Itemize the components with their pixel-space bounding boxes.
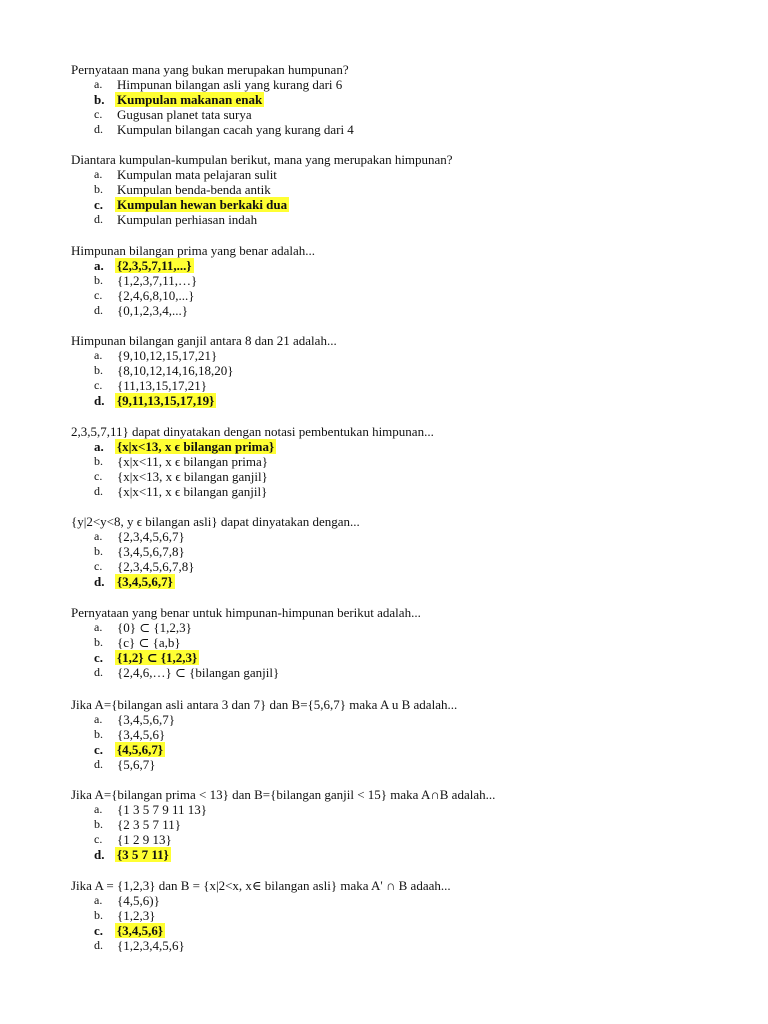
- option-letter: c.: [94, 923, 104, 938]
- answer-option-correct: [71, 258, 711, 273]
- question-block: [71, 243, 711, 318]
- option-text: {11,13,15,17,21}: [117, 378, 207, 393]
- highlighted-answer-text: {9,11,13,15,17,19}: [117, 393, 215, 408]
- option-letter: a.: [94, 348, 103, 362]
- answer-option: [71, 212, 711, 227]
- answer-option: [71, 893, 711, 908]
- option-text: {2 3 5 7 11}: [117, 817, 181, 832]
- question-text: Pernyataan mana yang bukan merupakan humpunan?: [71, 62, 349, 77]
- highlighted-answer-text: {2,3,5,7,11,...}: [117, 258, 192, 273]
- option-text: {1,2,3,4,5,6}: [117, 938, 185, 953]
- option-letter: a.: [94, 712, 103, 726]
- option-text: {0} ⊂ {1,2,3}: [117, 620, 192, 635]
- option-text: Kumpulan perhiasan indah: [117, 212, 258, 227]
- option-letter: d.: [94, 212, 103, 226]
- option-text: Kumpulan bilangan cacah yang kurang dari 4: [117, 122, 354, 137]
- option-text: Kumpulan mata pelajaran sulit: [117, 167, 277, 182]
- option-letter: d.: [94, 303, 103, 317]
- option-text: {2,4,6,…} ⊂ {bilangan ganjil}: [117, 665, 280, 680]
- answer-option: [71, 817, 711, 832]
- option-letter: a.: [94, 258, 104, 273]
- option-text: {2,3,4,5,6,7}: [117, 529, 185, 544]
- option-text: {1,2,3}: [117, 908, 156, 923]
- question-text: Himpunan bilangan ganjil antara 8 dan 21 adalah...: [71, 333, 337, 348]
- option-letter: d.: [94, 847, 105, 862]
- highlighted-answer-text: {x|x<13, x ϵ bilangan prima}: [117, 439, 275, 454]
- option-letter: b.: [94, 635, 103, 649]
- option-text: {0,1,2,3,4,...}: [117, 303, 188, 318]
- option-text: {x|x<11, x ϵ bilangan ganjil}: [117, 484, 268, 499]
- question-text: Pernyataan yang benar untuk himpunan-himpunan berikut adalah...: [71, 605, 421, 620]
- option-letter: a.: [94, 802, 103, 816]
- option-text: {x|x<11, x ϵ bilangan prima}: [117, 454, 269, 469]
- option-text: {1 3 5 7 9 11 13}: [117, 802, 207, 817]
- option-text: {c} ⊂ {a,b}: [117, 635, 181, 650]
- option-text: {3,4,5,6}: [117, 727, 166, 742]
- highlighted-answer-text: {4,5,6,7}: [117, 742, 163, 757]
- option-letter: b.: [94, 727, 103, 741]
- option-letter: d.: [94, 938, 103, 952]
- answer-option: [71, 288, 711, 303]
- question-block: [71, 152, 711, 227]
- answer-option: [71, 273, 711, 288]
- option-letter: c.: [94, 742, 104, 757]
- question-text: Himpunan bilangan prima yang benar adalah...: [71, 243, 316, 258]
- option-letter: b.: [94, 273, 103, 287]
- option-letter: a.: [94, 620, 103, 634]
- option-letter: c.: [94, 107, 103, 121]
- option-letter: b.: [94, 544, 103, 558]
- option-letter: d.: [94, 757, 103, 771]
- question-block: [71, 424, 711, 499]
- answer-option-correct: [71, 742, 711, 757]
- answer-option: [71, 167, 711, 182]
- question-block: [71, 333, 711, 408]
- answer-option: [71, 107, 711, 122]
- option-text: {4,5,6)}: [117, 893, 160, 908]
- answer-option: [71, 802, 711, 817]
- answer-option: [71, 182, 711, 197]
- question-text: Jika A = {1,2,3} dan B = {x|2<x, x∈ bilangan asli} maka A' ∩ B adaah...: [71, 878, 451, 893]
- option-text: {2,4,6,8,10,...}: [117, 288, 195, 303]
- highlighted-answer-text: {3 5 7 11}: [117, 847, 169, 862]
- option-text: {x|x<13, x ϵ bilangan ganjil}: [117, 469, 268, 484]
- answer-option: [71, 559, 711, 574]
- answer-option: [71, 727, 711, 742]
- answer-option: [71, 378, 711, 393]
- answer-option-correct: [71, 197, 711, 212]
- answer-option-correct: [71, 393, 711, 408]
- option-letter: d.: [94, 393, 105, 408]
- answer-option-correct: [71, 923, 711, 938]
- question-block: [71, 62, 711, 137]
- answer-option: [71, 832, 711, 847]
- answer-option: [71, 348, 711, 363]
- option-text: Gugusan planet tata surya: [117, 107, 252, 122]
- option-letter: c.: [94, 832, 103, 846]
- highlighted-answer-text: Kumpulan hewan berkaki dua: [117, 197, 288, 212]
- answer-option: [71, 635, 711, 650]
- option-letter: b.: [94, 454, 103, 468]
- highlighted-answer-text: {3,4,5,6,7}: [117, 574, 173, 589]
- highlighted-answer-text: Kumpulan makanan enak: [117, 92, 263, 107]
- question-block: [71, 514, 711, 589]
- option-letter: c.: [94, 378, 103, 392]
- answer-option: [71, 122, 711, 137]
- option-letter: c.: [94, 559, 103, 573]
- answer-option: [71, 908, 711, 923]
- answer-option: [71, 363, 711, 378]
- option-text: Himpunan bilangan asli yang kurang dari 6: [117, 77, 343, 92]
- question-text: 2,3,5,7,11} dapat dinyatakan dengan notasi pembentukan himpunan...: [71, 424, 434, 439]
- option-letter: b.: [94, 363, 103, 377]
- question-block: [71, 697, 711, 772]
- answer-option: [71, 544, 711, 559]
- answer-option-correct: [71, 439, 711, 454]
- option-letter: a.: [94, 439, 104, 454]
- option-letter: b.: [94, 182, 103, 196]
- answer-option: [71, 712, 711, 727]
- option-letter: b.: [94, 817, 103, 831]
- option-text: {8,10,12,14,16,18,20}: [117, 363, 234, 378]
- answer-option: [71, 620, 711, 635]
- option-letter: c.: [94, 288, 103, 302]
- option-text: {1,2,3,7,11,…}: [117, 273, 198, 288]
- question-text: Diantara kumpulan-kumpulan berikut, mana yang merupakan himpunan?: [71, 152, 453, 167]
- answer-option: [71, 665, 711, 680]
- option-letter: b.: [94, 908, 103, 922]
- answer-option-correct: [71, 650, 711, 665]
- option-text: {5,6,7}: [117, 757, 156, 772]
- option-letter: c.: [94, 650, 104, 665]
- option-text: Kumpulan benda-benda antik: [117, 182, 271, 197]
- option-letter: c.: [94, 197, 104, 212]
- answer-option: [71, 938, 711, 953]
- option-letter: a.: [94, 77, 103, 91]
- question-block: [71, 787, 711, 862]
- answer-option-correct: [71, 847, 711, 862]
- option-letter: b.: [94, 92, 105, 107]
- option-letter: a.: [94, 529, 103, 543]
- option-letter: c.: [94, 469, 103, 483]
- question-text: Jika A={bilangan asli antara 3 dan 7} dan B={5,6,7} maka A u B adalah...: [71, 697, 458, 712]
- question-block: [71, 605, 711, 680]
- option-letter: d.: [94, 574, 105, 589]
- option-letter: d.: [94, 665, 103, 679]
- highlighted-answer-text: {1,2} ⊂ {1,2,3}: [117, 650, 198, 665]
- option-text: {1 2 9 13}: [117, 832, 172, 847]
- answer-option: [71, 77, 711, 92]
- option-text: {3,4,5,6,7,8}: [117, 544, 185, 559]
- answer-option: [71, 757, 711, 772]
- answer-option: [71, 529, 711, 544]
- option-letter: d.: [94, 484, 103, 498]
- option-letter: d.: [94, 122, 103, 136]
- answer-option: [71, 454, 711, 469]
- question-text: Jika A={bilangan prima < 13} dan B={bilangan ganjil < 15} maka A∩B adalah...: [71, 787, 496, 802]
- answer-option-correct: [71, 92, 711, 107]
- option-text: {9,10,12,15,17,21}: [117, 348, 218, 363]
- question-text: {y|2<y<8, y ϵ bilangan asli} dapat dinyatakan dengan...: [71, 514, 360, 529]
- answer-option: [71, 469, 711, 484]
- option-text: {2,3,4,5,6,7,8}: [117, 559, 195, 574]
- answer-option: [71, 303, 711, 318]
- answer-option: [71, 484, 711, 499]
- option-letter: a.: [94, 893, 103, 907]
- question-block: [71, 878, 711, 953]
- option-text: {3,4,5,6,7}: [117, 712, 175, 727]
- option-letter: a.: [94, 167, 103, 181]
- highlighted-answer-text: {3,4,5,6}: [117, 923, 163, 938]
- answer-option-correct: [71, 574, 711, 589]
